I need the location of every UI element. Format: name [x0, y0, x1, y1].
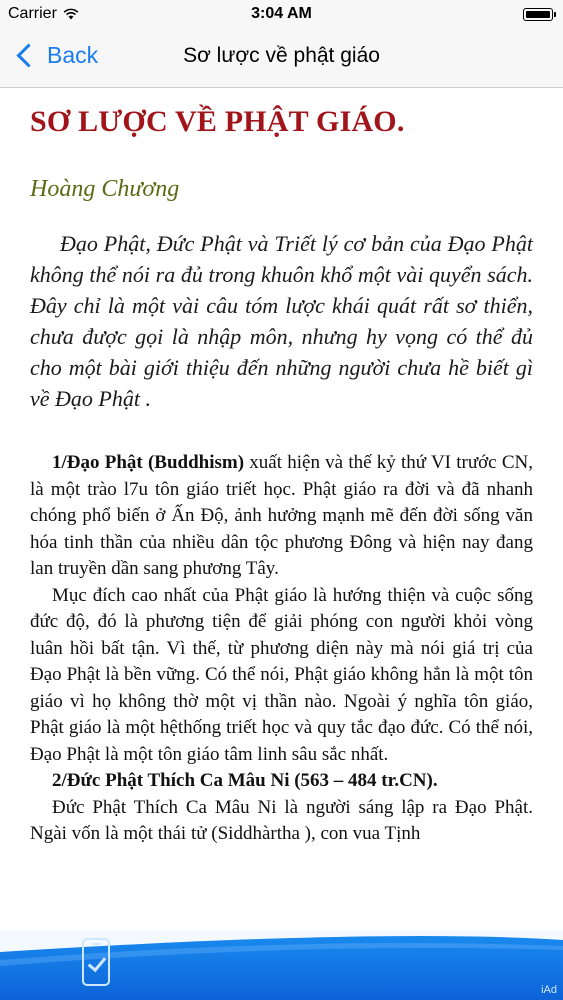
- section-2-heading: 2/Đức Phật Thích Ca Mâu Ni (563 – 484 tr.CN).: [52, 770, 438, 791]
- ad-banner[interactable]: [0, 930, 563, 1000]
- article-author: Hoàng Chương: [30, 176, 180, 202]
- article-title: SƠ LƯỢC VỀ PHẬT GIÁO.: [30, 105, 405, 138]
- navigation-bar: [0, 30, 563, 88]
- battery-icon: [523, 8, 553, 21]
- section-1-paragraph: [30, 450, 533, 583]
- section-2-text: Đức Phật Thích Ca Mâu Ni là người sáng lập ra Đạo Phật. Ngài vốn là một thái tử (Siddhàrtha ), con vua Tịnh: [30, 796, 533, 844]
- section-1-heading: 1/Đạo Phật (Buddhism): [52, 452, 245, 473]
- status-bar: [0, 0, 563, 30]
- check-icon: [88, 953, 107, 972]
- status-time: 3:04 AM: [251, 5, 312, 22]
- back-label: Back: [47, 42, 99, 68]
- iad-label: iAd: [541, 984, 557, 996]
- page-title: Sơ lược về phật giáo: [183, 44, 380, 67]
- section-1-paragraph-2: Mục đích cao nhất của Phật giáo là hướng thiện và cuộc sống đức độ, đó là phương tiện để giải phóng con người khỏi vòng luân hồi bất tận. Vì thế, từ phương diện này mà nói giá trị của Đạo Phật là bền vững. Có thể nói, Phật giáo không hẳn là một tôn giáo vì họ không thờ một vị thần nào. Ngoài ý nghĩa tôn giáo, Phật giáo là một hệthống triết học và quy tắc đạo đức. Có thể nói, Đạo Phật là một tôn giáo tâm linh sâu sắc nhất.: [30, 584, 533, 765]
- article-content[interactable]: [0, 88, 563, 930]
- section-1-text: xuất hiện và thế kỷ thứ VI trước CN, là một trào l7u tôn giáo triết học. Phật giáo ra đời và đã nhanh chóng phổ biến ở Ấn Độ, ảnh hưởng mạnh mẽ đến đời sống văn hóa tinh thần của nhiều dân tộc phương Đông và hiện nay đang lan truyền dần sang phương Tây.: [30, 452, 533, 579]
- phone-check-icon: [82, 938, 110, 986]
- carrier-label: Carrier: [8, 5, 57, 22]
- article-intro: Đạo Phật, Đức Phật và Triết lý cơ bản của Đạo Phật không thể nói ra đủ trong khuôn khổ một vài quyển sách. Đây chỉ là một vài câu tóm lược khái quát rất sơ thiển, chưa được gọi là nhập môn, nhưng hy vọng có thể đủ cho một bài giới thiệu đến những người chưa hề biết gì về Đạo Phật .: [30, 231, 533, 411]
